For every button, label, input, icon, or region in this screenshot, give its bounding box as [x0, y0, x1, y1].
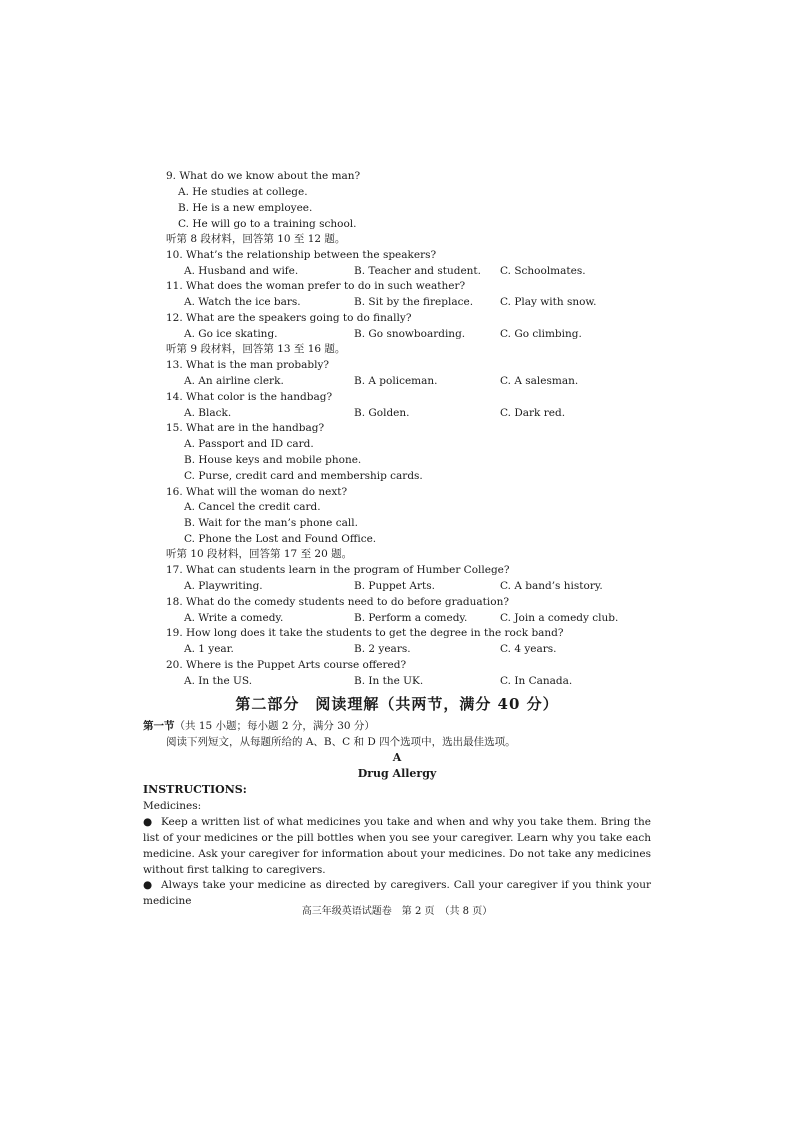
- question-14-option-a: A. Black.: [184, 407, 232, 419]
- question-12-option-b: B. Go snowboarding.: [354, 328, 466, 340]
- question-10-option-a: A. Husband and wife.: [184, 265, 299, 277]
- page-footer: 高三年级英语试题卷 第 2 页 （共 8 页）: [301, 906, 493, 917]
- question-14-option-c: C. Dark red.: [500, 407, 566, 419]
- question-19-option-c: C. 4 years.: [500, 643, 557, 655]
- question-16-option-b: B. Wait for the man’s phone call.: [184, 517, 358, 529]
- question-20-option-a: A. In the US.: [184, 675, 253, 687]
- question-15-option-a: A. Passport and ID card.: [184, 438, 314, 450]
- question-10-option-b: B. Teacher and student.: [354, 265, 481, 277]
- question-15-stem: 15. What are in the handbag?: [166, 422, 325, 434]
- section-note-9: 听第 9 段材料，回答第 13 至 16 题。: [166, 343, 346, 355]
- question-11-option-a: A. Watch the ice bars.: [184, 296, 301, 308]
- question-19-option-a: A. 1 year.: [184, 643, 234, 655]
- question-18-stem: 18. What do the comedy students need to do before graduation?: [166, 596, 509, 608]
- question-9-stem: 9. What do we know about the man?: [166, 170, 361, 182]
- section-1-header: [143, 719, 375, 733]
- question-13-stem: 13. What is the man probably?: [166, 359, 330, 371]
- question-9-option-b: B. He is a new employee.: [178, 202, 313, 214]
- question-17-option-b: B. Puppet Arts.: [354, 580, 435, 592]
- bullet-icon: ●: [143, 879, 153, 891]
- question-11-option-b: B. Sit by the fireplace.: [354, 296, 474, 308]
- section-1-title: 第一节: [143, 720, 175, 732]
- question-19-stem: 19. How long does it take the students to get the degree in the rock band?: [166, 627, 564, 639]
- bullet-paragraph-1: [143, 814, 651, 878]
- question-11-option-c: C. Play with snow.: [500, 296, 597, 308]
- question-14-option-b: B. Golden.: [354, 407, 410, 419]
- question-20-option-b: B. In the UK.: [354, 675, 424, 687]
- question-18-option-a: A. Write a comedy.: [184, 612, 284, 624]
- question-16-option-a: A. Cancel the credit card.: [184, 501, 321, 513]
- question-12-option-c: C. Go climbing.: [500, 328, 582, 340]
- question-10-stem: 10. What’s the relationship between the speakers?: [166, 249, 437, 261]
- bullet-2-text: Always take your medicine as directed by caregivers. Call your caregiver if you think your medicine: [143, 879, 651, 907]
- question-10-option-c: C. Schoolmates.: [500, 265, 586, 277]
- question-13-option-b: B. A policeman.: [354, 375, 438, 387]
- instructions-heading: INSTRUCTIONS:: [143, 783, 247, 796]
- question-20-option-c: C. In Canada.: [500, 675, 573, 687]
- section-1-instruction: 阅读下列短文，从每题所给的 A、B、C 和 D 四个选项中，选出最佳选项。: [166, 736, 516, 748]
- section-1-note: （共 15 小题；每小题 2 分，满分 30 分）: [174, 720, 375, 732]
- question-17-stem: 17. What can students learn in the program of Humber College?: [166, 564, 510, 576]
- question-12-option-a: A. Go ice skating.: [184, 328, 278, 340]
- question-13-option-a: A. An airline clerk.: [184, 375, 284, 387]
- section-note-8: 听第 8 段材料，回答第 10 至 12 题。: [166, 233, 346, 245]
- question-15-option-b: B. House keys and mobile phone.: [184, 454, 362, 466]
- question-12-stem: 12. What are the speakers going to do finally?: [166, 312, 412, 324]
- passage-title: Drug Allergy: [357, 767, 437, 780]
- question-15-option-c: C. Purse, credit card and membership cards.: [184, 470, 423, 482]
- question-9-option-c: C. He will go to a training school.: [178, 218, 357, 230]
- bullet-1-text: Keep a written list of what medicines you take and when and why you take them. Bring the list of your medicines or the pill bottles when you see your caregiver. Learn why you take each medicine. Ask your caregiver for information about your medicines. Do not take any medicines without first talking to caregivers.: [143, 816, 651, 876]
- question-11-stem: 11. What does the woman prefer to do in such weather?: [166, 280, 466, 292]
- question-16-stem: 16. What will the woman do next?: [166, 486, 348, 498]
- question-17-option-c: C. A band’s history.: [500, 580, 603, 592]
- question-18-option-c: C. Join a comedy club.: [500, 612, 619, 624]
- question-18-option-b: B. Perform a comedy.: [354, 612, 468, 624]
- bullet-icon: ●: [143, 816, 153, 828]
- part-2-title: 第二部分 阅读理解（共两节，满分 40 分）: [235, 695, 559, 713]
- question-19-option-b: B. 2 years.: [354, 643, 411, 655]
- question-13-option-c: C. A salesman.: [500, 375, 579, 387]
- medicines-heading: Medicines:: [143, 800, 202, 812]
- question-17-option-a: A. Playwriting.: [184, 580, 263, 592]
- question-16-option-c: C. Phone the Lost and Found Office.: [184, 533, 377, 545]
- question-9-option-a: A. He studies at college.: [178, 186, 308, 198]
- section-note-10: 听第 10 段材料，回答第 17 至 20 题。: [166, 548, 353, 560]
- passage-letter: A: [392, 751, 402, 764]
- question-20-stem: 20. Where is the Puppet Arts course offered?: [166, 659, 407, 671]
- question-14-stem: 14. What color is the handbag?: [166, 391, 333, 403]
